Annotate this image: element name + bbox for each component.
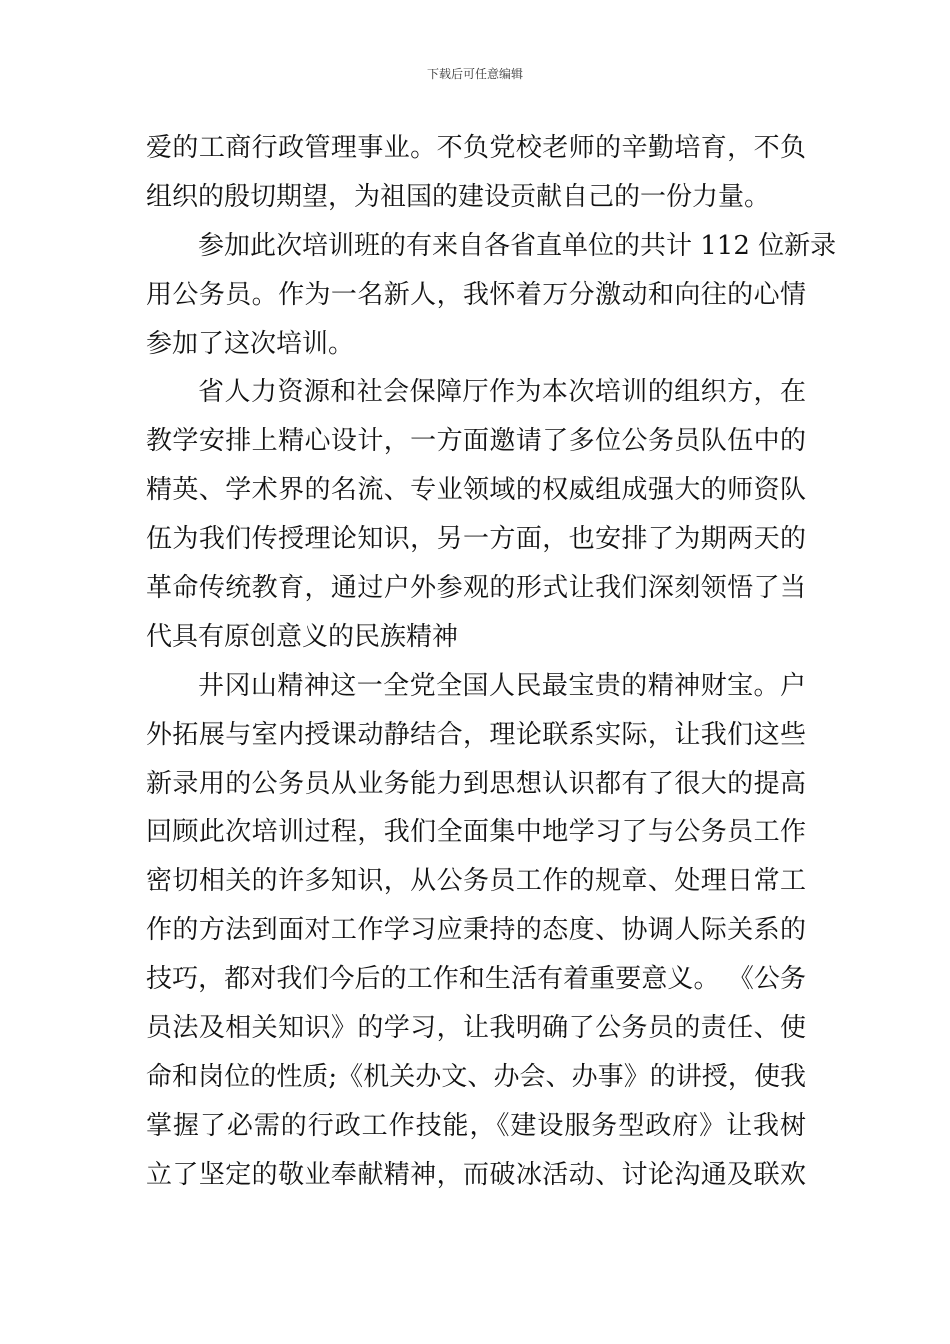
paragraph-4-line-8: 员法及相关知识》的学习，让我明确了公务员的责任、使: [146, 1013, 806, 1044]
paragraph-3-line-5: 革命传统教育，通过户外参观的形式让我们深刻领悟了当: [146, 573, 806, 604]
paragraph-2-line-3: 参加了这次培训。: [146, 328, 355, 359]
paragraph-4-line-4: 回顾此次培训过程，我们全面集中地学习了与公务员工作: [146, 817, 806, 848]
paragraph-3-line-6: 代具有原创意义的民族精神: [146, 621, 459, 652]
paragraph-4-line-2: 外拓展与室内授课动静结合，理论联系实际，让我们这些: [146, 719, 806, 750]
paragraph-4-line-3: 新录用的公务员从业务能力到思想认识都有了很大的提高: [146, 768, 806, 799]
paragraph-4-line-6: 作的方法到面对工作学习应秉持的态度、协调人际关系的: [146, 915, 806, 946]
paragraph-3-line-3: 精英、学术界的名流、专业领域的权威组成强大的师资队: [146, 475, 806, 506]
document-body: [146, 124, 837, 1200]
paragraph-4-line-7: 技巧，都对我们今后的工作和生活有着重要意义。 《公务: [146, 964, 806, 995]
paragraph-3-line-2: 教学安排上精心设计，一方面邀请了多位公务员队伍中的: [146, 426, 806, 457]
paragraph-4-line-9: 命和岗位的性质;《机关办文、办会、办事》的讲授，使我: [146, 1061, 806, 1092]
paragraph-4-line-11: 立了坚定的敬业奉献精神，而破冰活动、讨论沟通及联欢: [146, 1159, 806, 1190]
paragraph-3-line-4: 伍为我们传授理论知识，另一方面，也安排了为期两天的: [146, 524, 806, 555]
paragraph-1-line-2: 组织的殷切期望，为祖国的建设贡献自己的一份力量。: [146, 181, 771, 212]
paragraph-2-line-1: 参加此次培训班的有来自各省直单位的共计 112 位新录: [198, 230, 837, 261]
paragraph-4-line-10: 掌握了必需的行政工作技能，《建设服务型政府》让我树: [146, 1110, 806, 1141]
page-header: 下载后可任意编辑: [426, 67, 523, 81]
paragraph-4-line-5: 密切相关的许多知识，从公务员工作的规章、处理日常工: [146, 866, 806, 897]
paragraph-1-line-1: 爱的工商行政管理事业。不负党校老师的辛勤培育，不负: [146, 133, 806, 163]
paragraph-3-line-1: 省人力资源和社会保障厅作为本次培训的组织方，在: [198, 377, 806, 408]
paragraph-2-line-2: 用公务员。作为一名新人，我怀着万分激动和向往的心情: [146, 279, 806, 310]
paragraph-4-line-1: 井冈山精神这一全党全国人民最宝贵的精神财宝。户: [198, 670, 806, 701]
